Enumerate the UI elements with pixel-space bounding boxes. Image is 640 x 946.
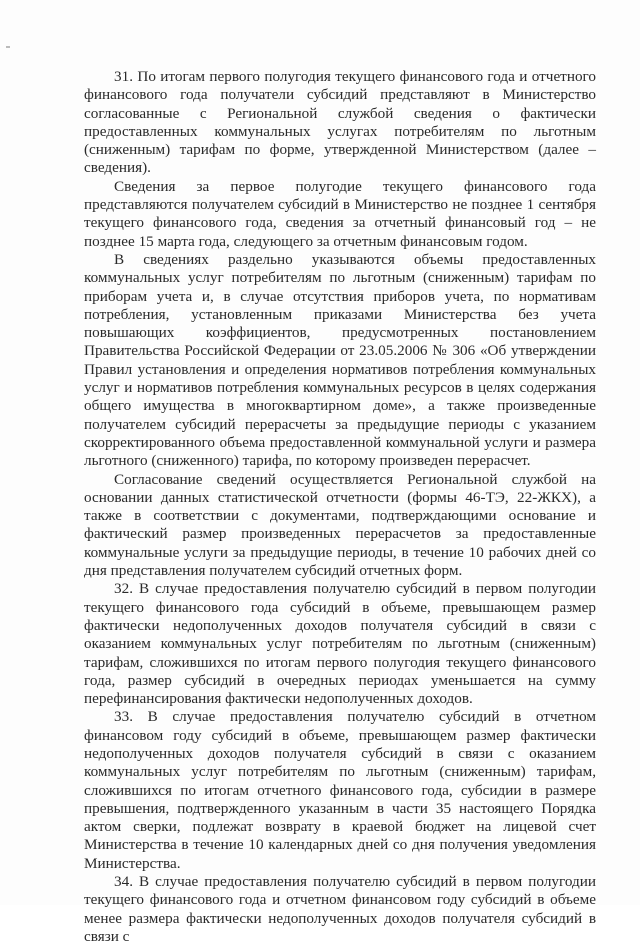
paragraph-31: 31. По итогам первого полугодия текущего финансового года и отчетного финансового года получатели субсидий представляют в Министерство согласованные с Региональной службой сведения о фактически предоставленных коммунальных услугах потребителям по льготным (сниженным) тарифам по форме, утвержденной Министерством (далее – сведения). xyxy=(84,68,596,177)
paragraph-33: 33. В случае предоставления получателю субсидий в отчетном финансовом году субсидий в объеме, превышающем размер фактически недополученных доходов получателя субсидий в связи с оказанием коммунальных услуг потребителям по льготным (сниженным) тарифам, сложившихся по итогам отчетного финансового года, субсидии в размере превышения, подтвержденного указанным в части 35 настоящего Порядка актом сверки, подлежат возврату в краевой бюджет на лицевой счет Министерства в течение 10 календарных дней со дня получения уведомления Министерства. xyxy=(84,708,596,872)
document-body xyxy=(84,68,596,946)
paragraph-31-approval: Согласование сведений осуществляется Региональной службой на основании данных статистической отчетности (формы 46-ТЭ, 22-ЖКХ), а также в соответствии с документами, подтверждающими основание и фактический размер произведенных перерасчетов за предоставленные коммунальные услуги за предыдущие периоды, в течение 10 рабочих дней со дня представления получателем субсидий отчетных форм. xyxy=(84,470,596,580)
paragraph-31-contents: В сведениях раздельно указываются объемы предоставленных коммунальных услуг потребителям по льготным (сниженным) тарифам по приборам учета и, в случае отсутствия приборов учета, по нормативам потребления, установленным приказами Министерства без учета повышающих коэффициентов, предусмотренных постановлением Правительства Российской Федерации от 23.05.2006 № 306 «Об утверждении Правил установления и определения нормативов потребления коммунальных услуг и нормативов потребления коммунальных ресурсов в целях содержания общего имущества в многоквартирном доме», а также произведенные получателем субсидий перерасчеты за предыдущие периоды с указанием скорректированного объема предоставленной коммунальной услуги и размера льготного (сниженного) тарифа, по которому произведен перерасчет. xyxy=(84,250,596,470)
paragraph-34: 34. В случае предоставления получателю субсидий в первом полугодии текущего финансового года и отчетном финансовом году субсидий в объеме менее размера фактически недополученных доходов получателя субсидий в связи с xyxy=(84,873,596,945)
scan-mark xyxy=(6,46,10,48)
paragraph-32: 32. В случае предоставления получателю субсидий в первом полугодии текущего финансового года субсидий в объеме, превышающем размер фактически недополученных доходов получателя субсидий в связи с оказанием коммунальных услуг потребителям по льготным (сниженным) тарифам, сложившихся по итогам первого полугодия текущего финансового года, размер субсидий в очередных периодах уменьшается на сумму перефинансирования фактически недополученных доходов. xyxy=(84,580,596,708)
paragraph-31-deadlines: Сведения за первое полугодие текущего финансового года представляются получателем субсидий в Министерство не позднее 1 сентября текущего финансового года, сведения за отчетный финансовый год – не позднее 15 марта года, следующего за отчетным финансовым годом. xyxy=(84,177,596,250)
